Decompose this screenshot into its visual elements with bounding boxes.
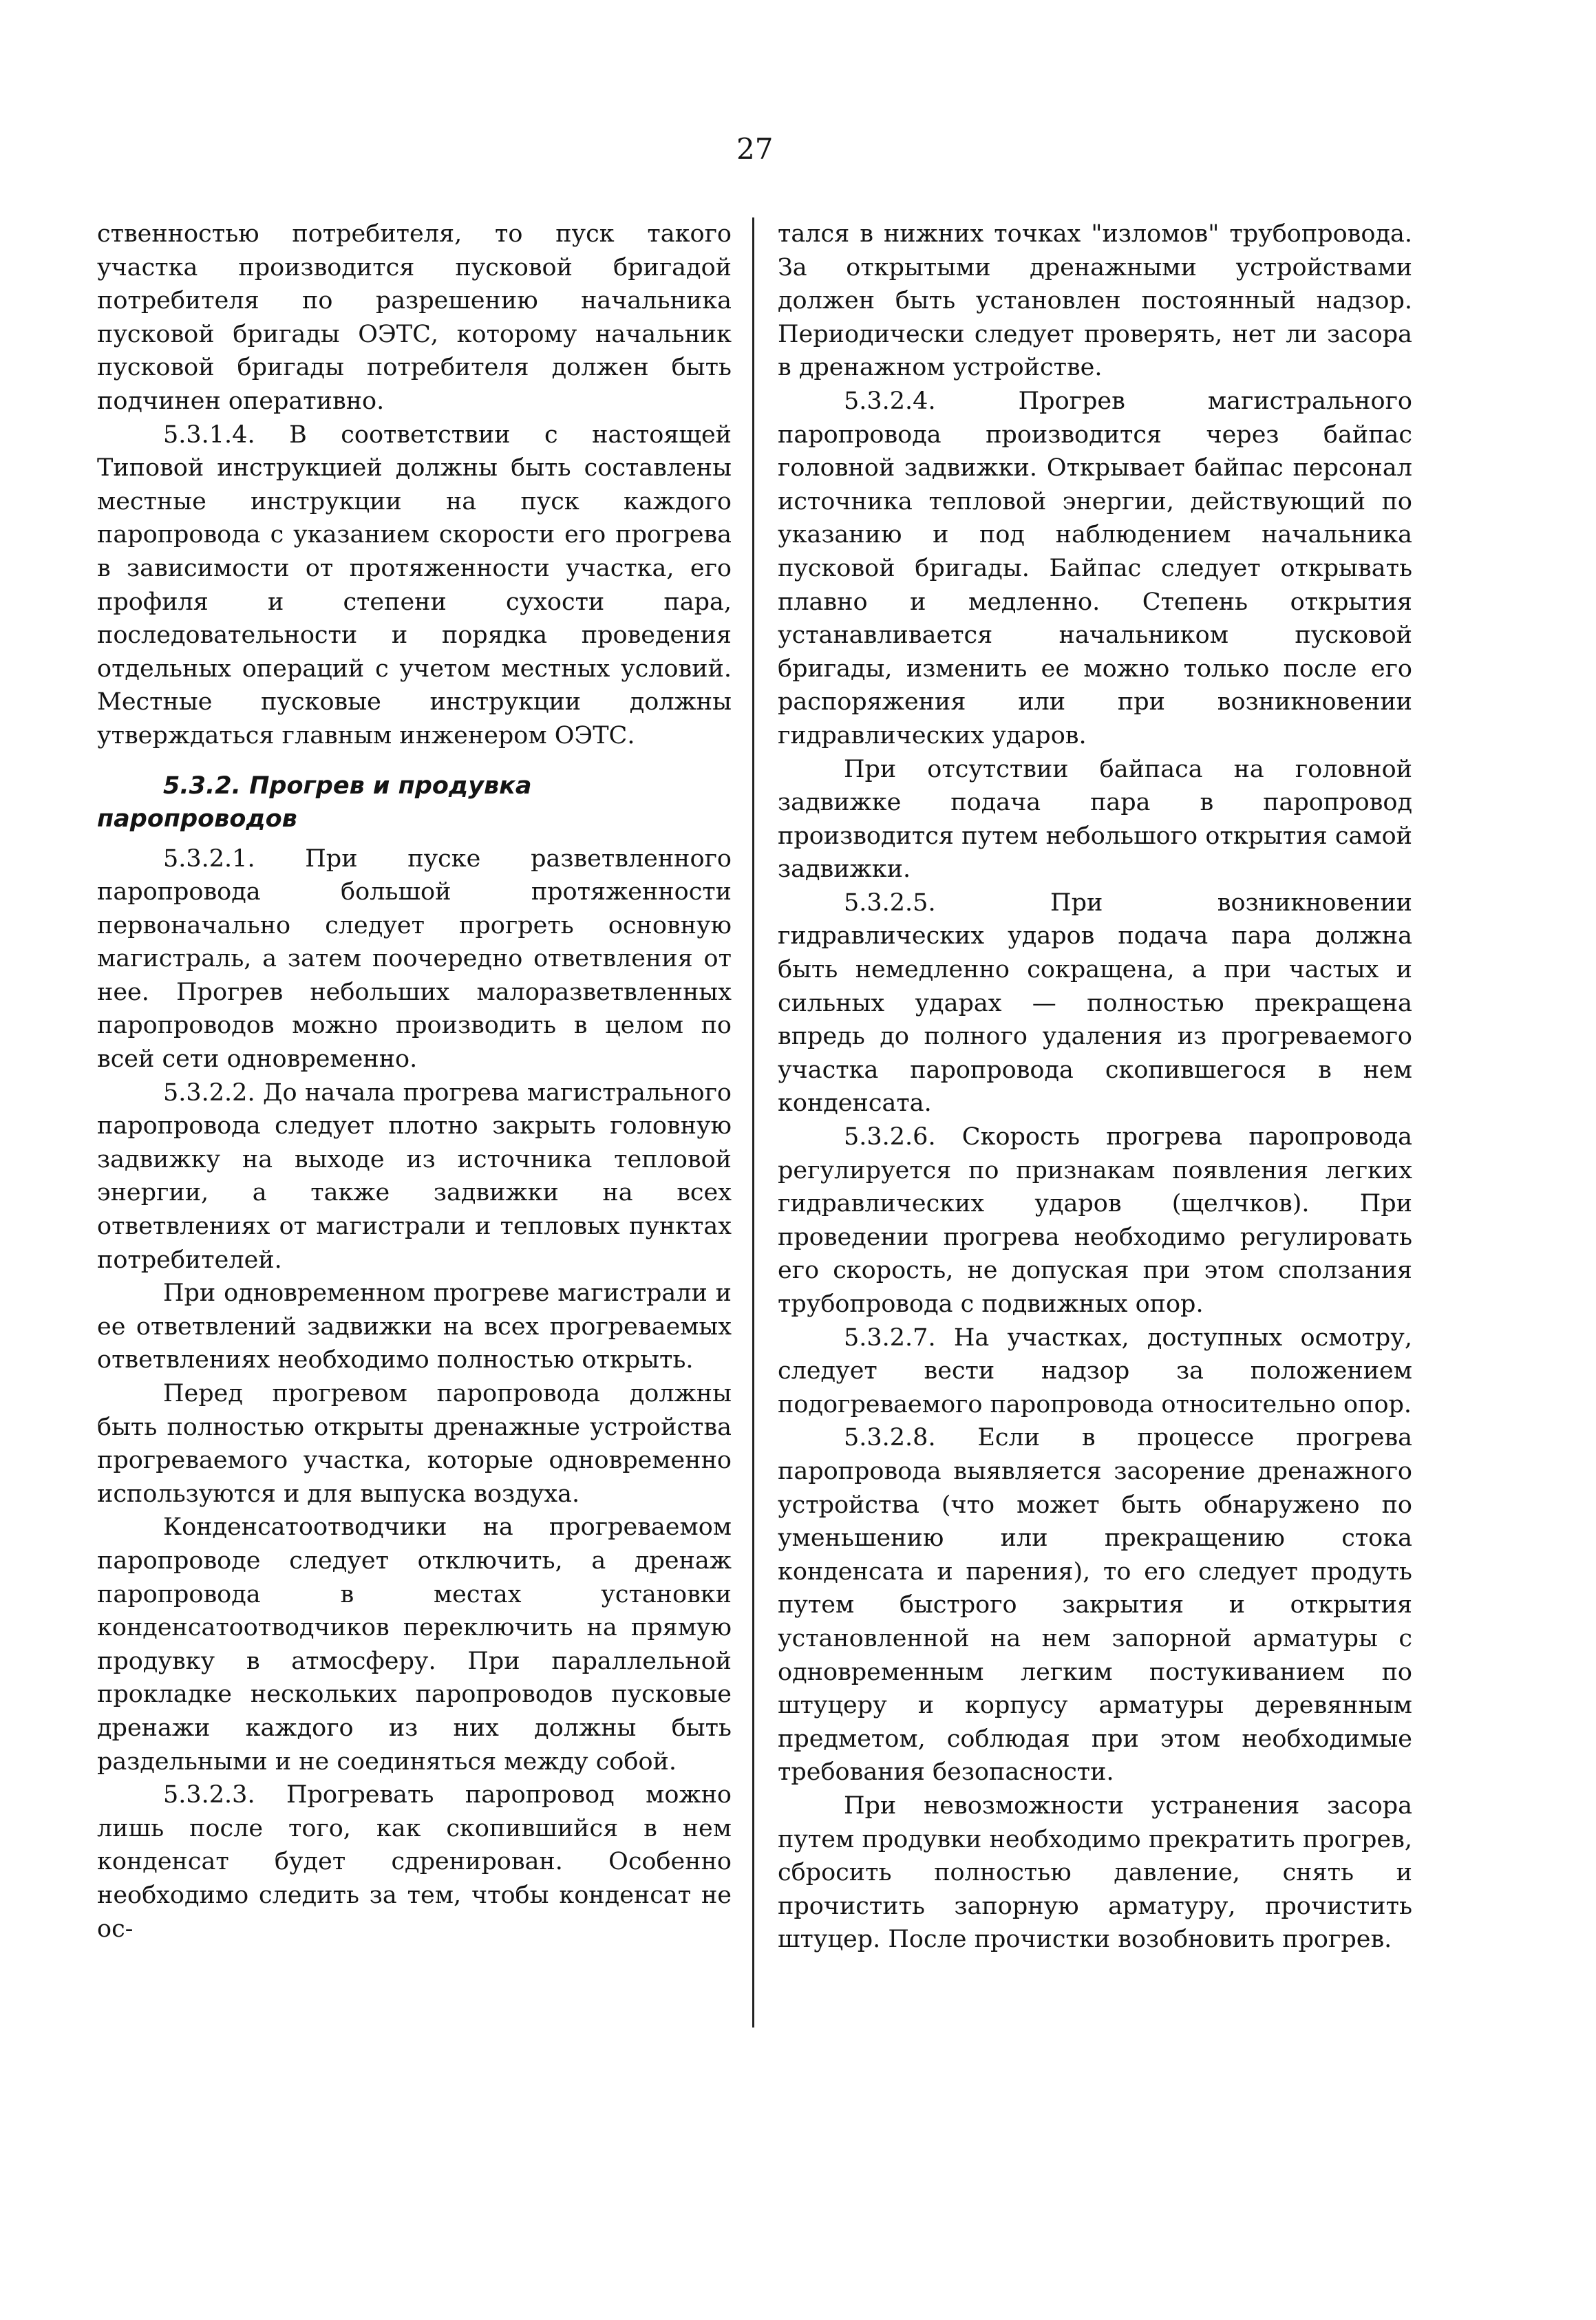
paragraph-5-3-2-5: 5.3.2.5. При возникновении гидравлических ударов подача пара должна быть немедленно сокращена, а при частых и сильных ударах — полностью прекращена впредь до полного удаления из прогреваемого участка паропровода скопившегося в нем конденсата. xyxy=(778,888,1412,1118)
right-column xyxy=(778,217,1412,1957)
paragraph-continuation: ственностью потребителя, то пуск такого участка производится пусковой бригадой потребителя по разрешению начальника пусковой бригады ОЭТС, которому начальник пусковой бригады потребителя должен быть подчинен оперативно. xyxy=(97,220,732,415)
paragraph-condensate-traps: Конденсатоотводчики на прогреваемом паропроводе следует отключить, а дренаж паропровода в местах установки конденсатоотводчиков переключить на прямую продувку в атмосферу. При параллельной прокладке нескольких паропроводов пусковые дренажи каждого из них должны быть раздельными и не соединяться между собой. xyxy=(97,1513,732,1776)
paragraph-5-3-2-3: 5.3.2.3. Прогревать паропровод можно лишь после того, как скопившийся в нем конденсат будет сдренирован. Особенно необходимо следить за тем, чтобы конденсат не ос- xyxy=(97,1781,732,1943)
column-divider xyxy=(752,217,754,2028)
paragraph-no-bypass: При отсутствии байпаса на головной задвижке подача пара в паропровод производится путем небольшого открытия самой задвижки. xyxy=(778,755,1412,884)
paragraph-drainage-devices: Перед прогревом паропровода должны быть полностью открыты дренажные устройства прогреваемого участка, которые одновременно используются и для выпуска воздуха. xyxy=(97,1380,732,1508)
left-column xyxy=(97,217,732,1946)
paragraph-5-3-2-7: 5.3.2.7. На участках, доступных осмотру, следует вести надзор за положением подогреваемого паропровода относительно опор. xyxy=(778,1323,1412,1418)
page-number: 27 xyxy=(736,132,774,166)
paragraph-simultaneous-warmup: При одновременном прогреве магистрали и ее ответвлений задвижки на всех прогреваемых ответвлениях необходимо полностью открыть. xyxy=(97,1279,732,1374)
paragraph-5-3-2-6: 5.3.2.6. Скорость прогрева паропровода регулируется по признакам появления легких гидравлических ударов (щелчков). При проведении прогрева необходимо регулировать его скорость, не допуская при этом сползания трубопровода с подвижных опор. xyxy=(778,1123,1412,1318)
section-heading: 5.3.2. Прогрев и продувка паропроводов xyxy=(97,771,532,833)
paragraph-blockage-removal: При невозможности устранения засора путем продувки необходимо прекратить прогрев, сбросить полностью давление, снять и прочистить запорную арматуру, прочистить штуцер. После прочистки возобновить прогрев. xyxy=(778,1791,1412,1954)
paragraph-5-3-2-1: 5.3.2.1. При пуске разветвленного паропровода большой протяженности первоначально следует прогреть основную магистраль, а затем поочередно ответвления от нее. Прогрев небольших малоразветвленных паропроводов можно производить в целом по всей сети одновременно. xyxy=(97,844,732,1074)
paragraph-continuation: тался в нижних точках "изломов" трубопровода. За открытыми дренажными устройствами должен быть установлен постоянный надзор. Периодически следует проверять, нет ли засора в дренажном устройстве. xyxy=(778,220,1412,382)
paragraph-5-3-2-8: 5.3.2.8. Если в процессе прогрева паропровода выявляется засорение дренажного устройства (что может быть обнаружено по уменьшению или прекращению стока конденсата и парения), то его следует продуть путем быстрого закрытия и открытия установленной на нем запорной арматуры с одновременным легким постукиванием по штуцеру и корпусу арматуры деревянным предметом, соблюдая при этом необходимые требования безопасности. xyxy=(778,1424,1412,1787)
paragraph-5-3-2-4: 5.3.2.4. Прогрев магистрального паропровода производится через байпас головной задвижки. Открывает байпас персонал источника тепловой энергии, действующий по указанию и под наблюдением начальника пусковой бригады. Байпас следует открывать плавно и медленно. Степень открытия устанавливается начальником пусковой бригады, изменить ее можно только после его распоряжения или при возникновении гидравлических ударов. xyxy=(778,387,1412,749)
paragraph-5-3-1-4: 5.3.1.4. В соответствии с настоящей Типовой инструкцией должны быть составлены местные инструкции на пуск каждого паропровода с указанием скорости его прогрева в зависимости от протяженности участка, его профиля и степени сухости пара, последовательности и порядка проведения отдельных операций с учетом местных условий. Местные пусковые инструкции должны утверждаться главным инженером ОЭТС. xyxy=(97,421,732,749)
paragraph-5-3-2-2: 5.3.2.2. До начала прогрева магистрального паропровода следует плотно закрыть головную задвижку на выходе из источника тепловой энергии, а также задвижки на всех ответвлениях от магистрали и тепловых пунктах потребителей. xyxy=(97,1078,732,1274)
